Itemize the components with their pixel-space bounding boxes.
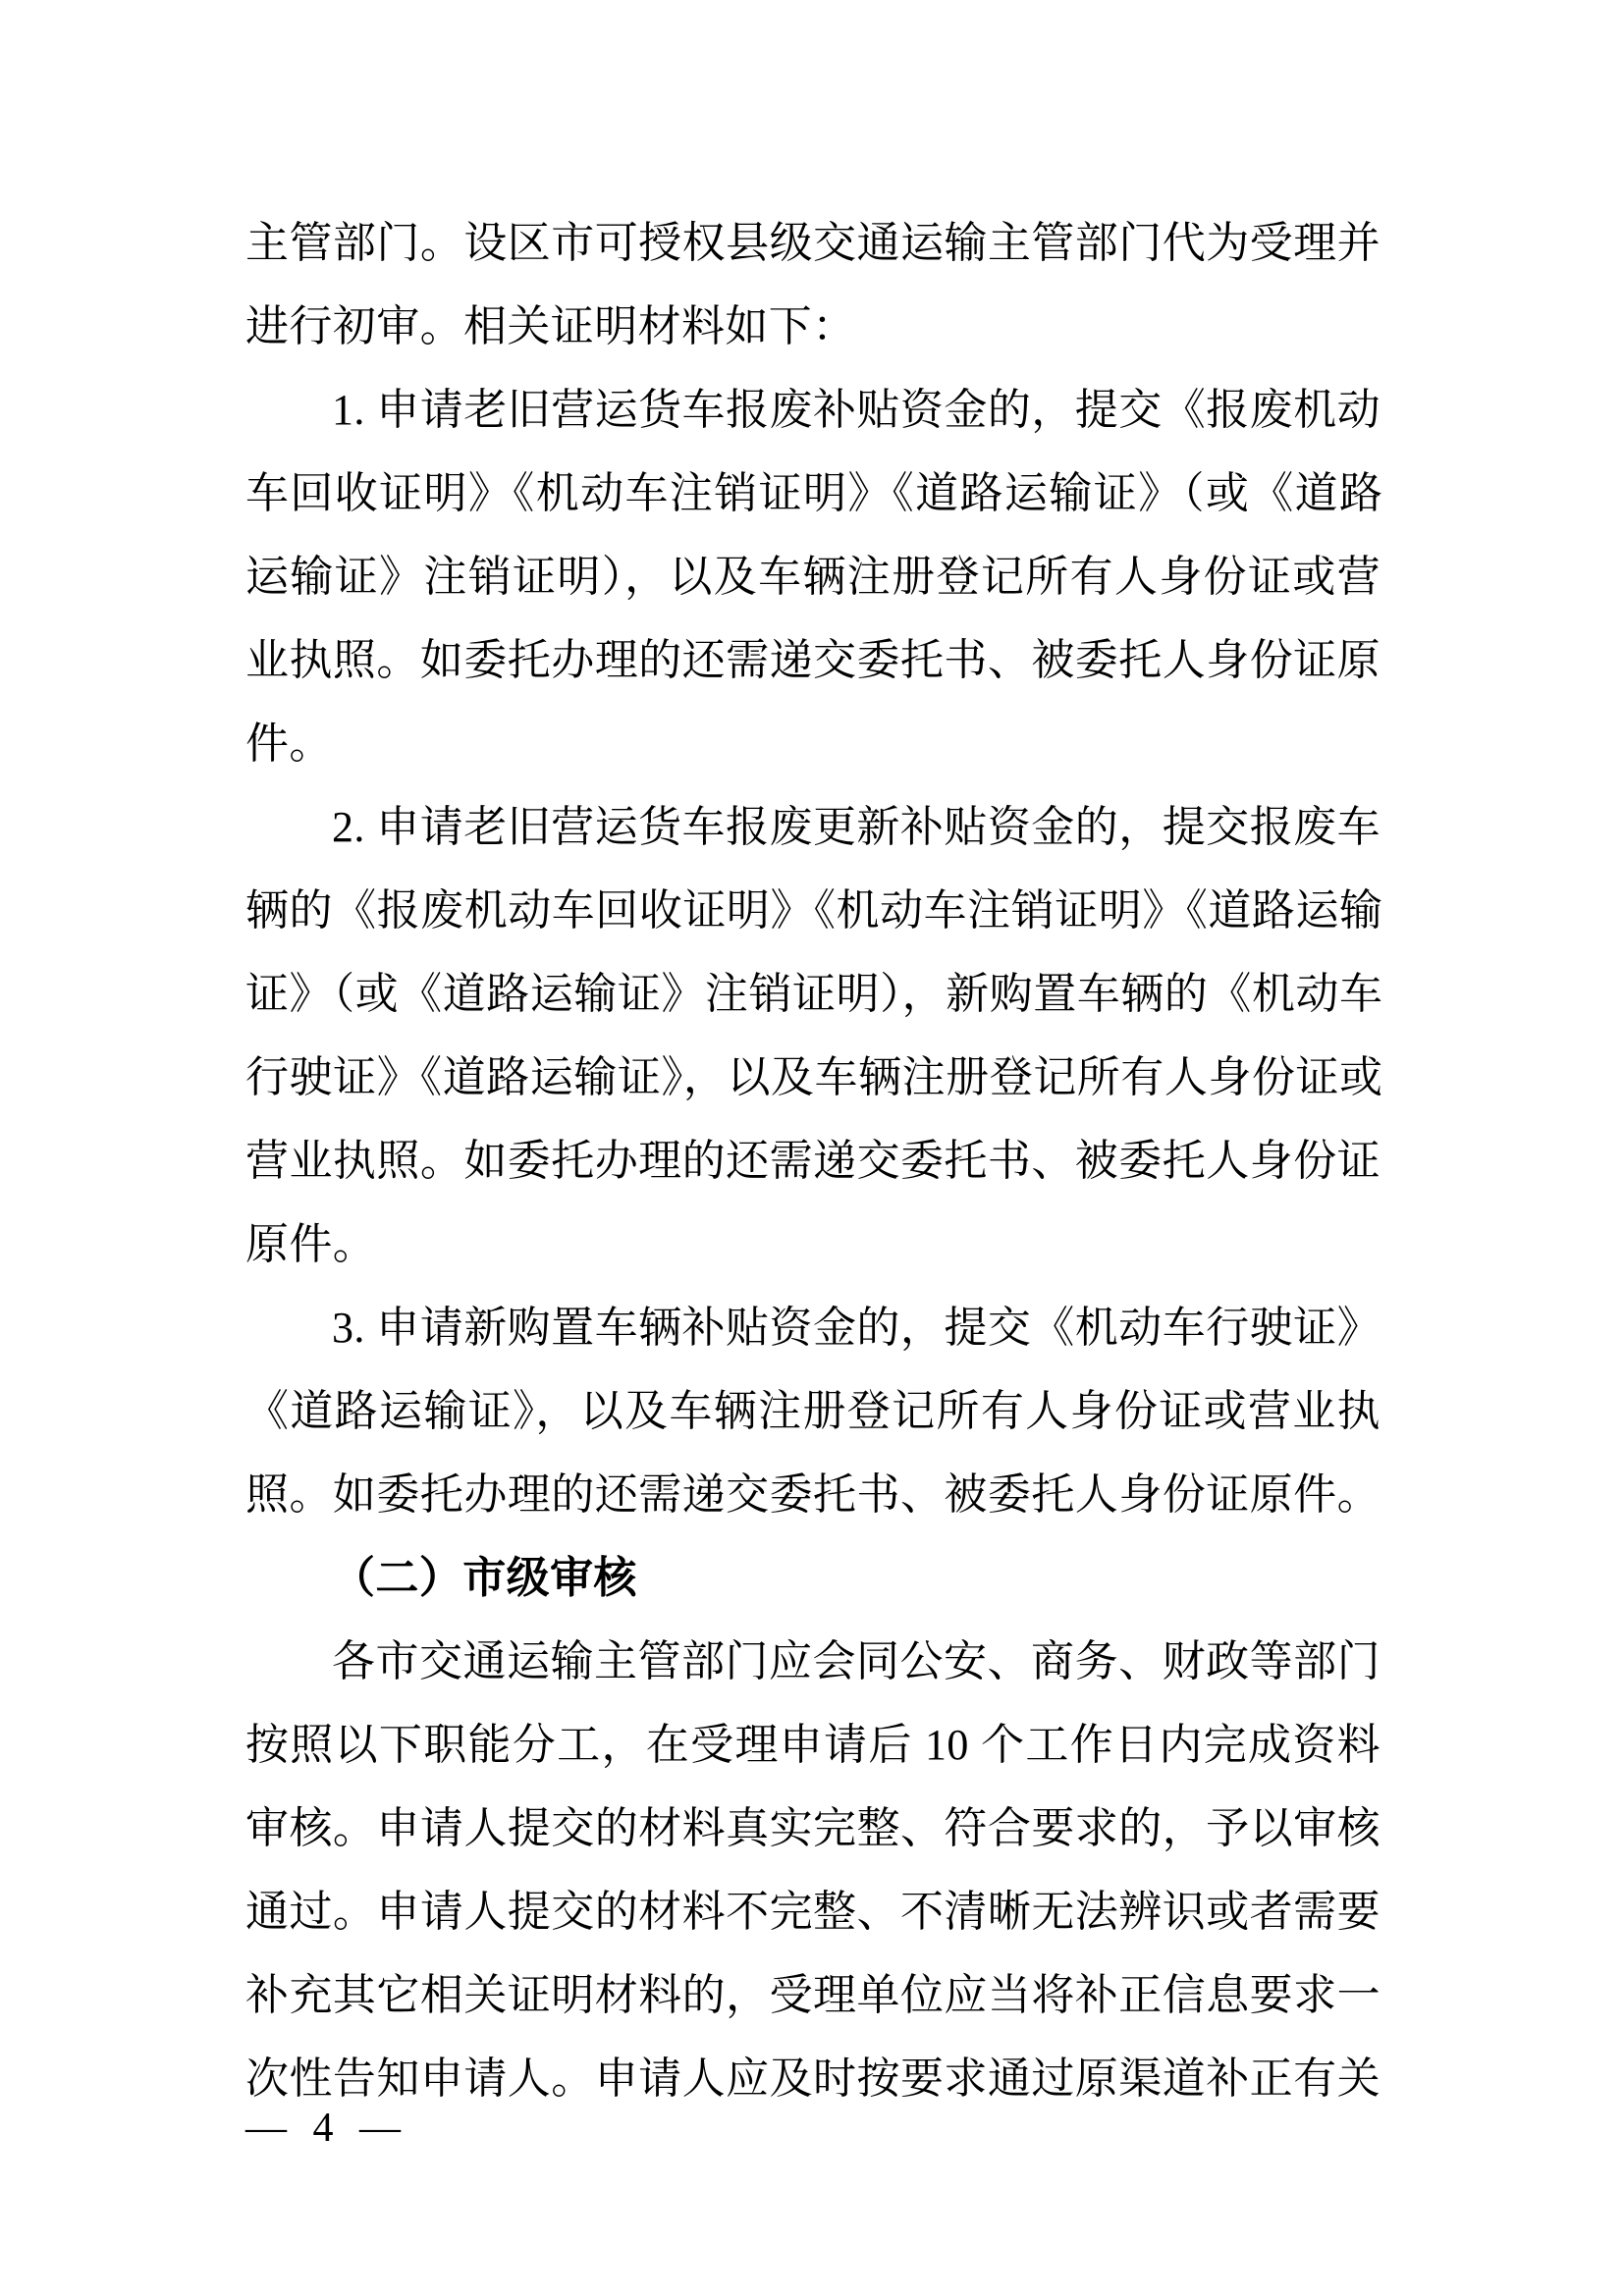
- page-number: — 4 —: [245, 2106, 405, 2151]
- text-line: 原件。: [245, 1220, 377, 1268]
- section-heading: （二）市级审核: [332, 1554, 637, 1602]
- text-line-item-2: 2. 申请老旧营运货车报废更新补贴资金的，提交报废车: [332, 803, 1380, 851]
- text-line: 《道路运输证》，以及车辆注册登记所有人身份证或营业执: [245, 1387, 1380, 1435]
- text-line: 照。如委托办理的还需递交委托书、被委托人身份证原件。: [245, 1470, 1380, 1519]
- text-line: 行驶证》《道路运输证》，以及车辆注册登记所有人身份证或: [245, 1053, 1380, 1101]
- text-line: 件。: [245, 720, 333, 768]
- text-line: 辆的《报废机动车回收证明》《机动车注销证明》《道路运输: [245, 886, 1380, 934]
- text-line: 业执照。如委托办理的还需递交委托书、被委托人身份证原: [245, 636, 1380, 684]
- text-line: 按照以下职能分工，在受理申请后 10 个工作日内完成资料: [245, 1721, 1380, 1769]
- text-line: 运输证》注销证明），以及车辆注册登记所有人身份证或营: [245, 553, 1380, 601]
- text-line: 各市交通运输主管部门应会同公安、商务、财政等部门: [332, 1637, 1380, 1685]
- text-line: 证》（或《道路运输证》注销证明），新购置车辆的《机动车: [245, 970, 1380, 1018]
- text-line: 审核。申请人提交的材料真实完整、符合要求的，予以审核: [245, 1804, 1380, 1852]
- document-body: [245, 201, 1380, 2120]
- text-line-item-3: 3. 申请新购置车辆补贴资金的，提交《机动车行驶证》: [332, 1304, 1380, 1352]
- text-line: 车回收证明》《机动车注销证明》《道路运输证》（或《道路: [245, 469, 1380, 517]
- text-line: 通过。申请人提交的材料不完整、不清晰无法辨识或者需要: [245, 1888, 1380, 1936]
- text-line: 进行初审。相关证明材料如下：: [245, 302, 856, 350]
- text-line-item-1: 1. 申请老旧营运货车报废补贴资金的，提交《报废机动: [332, 386, 1380, 434]
- text-line: 补充其它相关证明材料的，受理单位应当将补正信息要求一: [245, 1971, 1380, 2019]
- text-line: 主管部门。设区市可授权县级交通运输主管部门代为受理并: [245, 219, 1380, 267]
- text-line: 次性告知申请人。申请人应及时按要求通过原渠道补正有关: [245, 2055, 1380, 2103]
- text-line: 营业执照。如委托办理的还需递交委托书、被委托人身份证: [245, 1137, 1380, 1185]
